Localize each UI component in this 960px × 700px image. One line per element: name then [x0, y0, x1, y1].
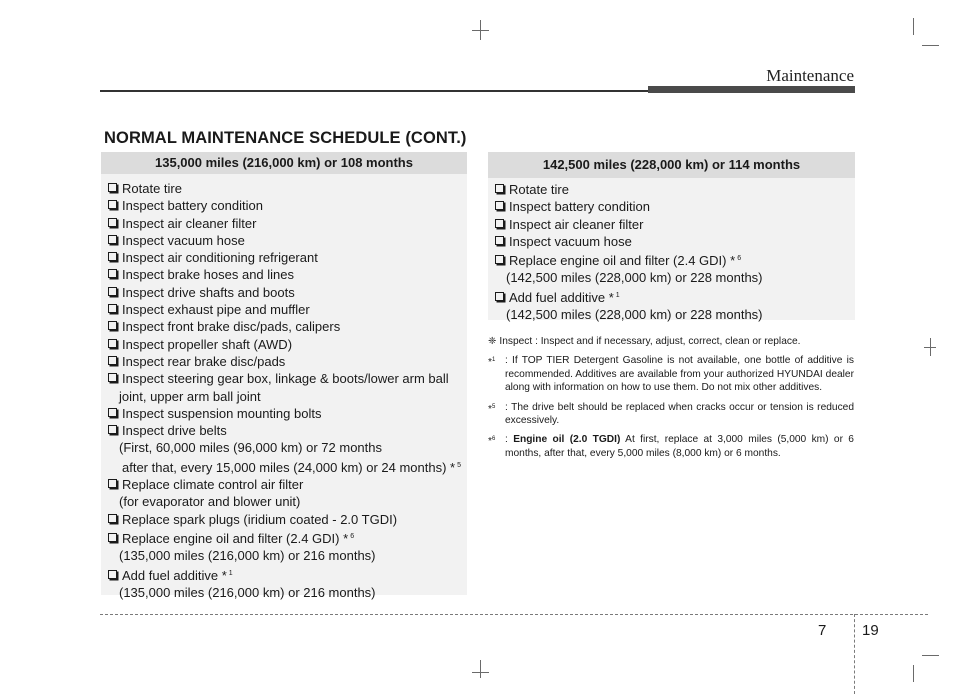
item-text: Inspect battery condition	[122, 198, 263, 214]
footer-dashed-rule	[100, 614, 928, 615]
checklist-item	[108, 232, 467, 249]
item-text: Replace engine oil and filter (2.4 GDI) *	[122, 530, 349, 546]
checklist-item	[108, 336, 467, 353]
inspect-symbol: ❈	[488, 336, 497, 347]
item-text: Replace engine oil and filter (2.4 GDI) *	[509, 253, 736, 269]
checkbox-icon	[108, 356, 117, 365]
note-5-text: : The drive belt should be replaced when cracks occur or tension is reduced excessively.	[505, 401, 854, 427]
checkbox-icon	[108, 514, 117, 523]
checklist-item	[108, 301, 467, 318]
item-text: Inspect rear brake disc/pads	[122, 353, 286, 369]
checklist-item	[108, 353, 467, 370]
checkbox-icon	[108, 235, 117, 244]
note-5-marker: *$^5$	[488, 403, 496, 415]
section-title: Maintenance	[766, 66, 854, 85]
checklist-item	[495, 181, 855, 198]
header-bar	[648, 86, 855, 93]
item-continuation: after that, every 15,000 miles (24,000 km) or 24 months) * $^5$	[122, 459, 462, 475]
item-text: Inspect suspension mounting bolts	[122, 405, 322, 421]
note-6-bold: Engine oil (2.0 TGDI)	[513, 434, 621, 446]
left-schedule-box	[101, 152, 467, 600]
checkbox-icon	[108, 408, 117, 417]
checkbox-icon	[495, 219, 504, 228]
checkbox-icon	[108, 252, 117, 261]
schedule-title: NORMAL MAINTENANCE SCHEDULE (CONT.)	[104, 129, 467, 147]
chapter-number: 7	[818, 622, 827, 639]
checkbox-icon	[495, 201, 504, 210]
page-number: 19	[862, 622, 879, 639]
checkbox-icon	[495, 184, 504, 193]
checkbox-icon	[108, 287, 117, 296]
note-1-marker: *$^1$	[488, 357, 496, 369]
header-rule	[100, 90, 648, 92]
item-text: Inspect propeller shaft (AWD)	[122, 336, 293, 352]
checklist-item	[495, 216, 855, 233]
note-6: *$^6$ : Engine oil (2.0 TGDI) At first, replace at 3,000 miles (5,000 km) or 6 months, after that, every 5,000 miles (8,000 km) or 6 months.	[488, 434, 854, 459]
checkbox-icon	[108, 570, 117, 579]
footnote-ref: 6	[350, 532, 355, 540]
footer-dashed-divider	[854, 614, 855, 694]
item-continuation: (First, 60,000 miles (96,000 km) or 72 months	[119, 440, 382, 456]
right-schedule-box	[488, 152, 855, 323]
item-text: Replace spark plugs (iridium coated - 2.0 TGDI)	[122, 511, 398, 527]
checklist-item	[495, 198, 855, 215]
item-continuation: (135,000 miles (216,000 km) or 216 months)	[119, 548, 376, 564]
checklist-item	[108, 266, 467, 283]
right-checklist	[488, 178, 855, 323]
checkbox-icon	[108, 339, 117, 348]
checkbox-icon	[108, 533, 117, 542]
footnote-ref: 1	[228, 569, 233, 577]
note-inspect	[488, 335, 854, 348]
item-continuation: joint, upper arm ball joint	[119, 388, 261, 404]
item-continuation: (142,500 miles (228,000 km) or 228 months)	[506, 270, 763, 286]
checklist-item	[108, 249, 467, 266]
checkbox-icon	[108, 200, 117, 209]
checkbox-icon	[108, 425, 117, 434]
checklist-item	[108, 511, 467, 528]
checklist-item	[108, 318, 467, 335]
checkbox-icon	[108, 269, 117, 278]
checklist-item	[108, 370, 467, 405]
checkbox-icon	[495, 255, 504, 264]
item-text: Inspect battery condition	[509, 199, 650, 215]
checkbox-icon	[108, 479, 117, 488]
checkbox-icon	[495, 236, 504, 245]
checkbox-icon	[495, 292, 504, 301]
checklist-item	[108, 405, 467, 422]
checkbox-icon	[108, 183, 117, 192]
item-text: Rotate tire	[509, 182, 569, 197]
note-1	[488, 354, 854, 394]
checklist-item	[108, 197, 467, 214]
checklist-item	[108, 215, 467, 232]
footnotes	[488, 335, 854, 466]
checklist-item	[495, 287, 855, 324]
checklist-item	[108, 565, 467, 602]
note-1-text: : If TOP TIER Detergent Gasoline is not available, one bottle of additive is recommended. Additives are available from your authorized HYUNDAI dealer along with information on how to use them. Do not mix other additives.	[505, 355, 854, 394]
item-text: Add fuel additive *	[122, 567, 227, 583]
item-text: Inspect air conditioning refrigerant	[122, 250, 318, 266]
left-checklist	[101, 174, 467, 601]
checklist-item	[108, 476, 467, 511]
item-text: Inspect front brake disc/pads, calipers	[122, 319, 341, 335]
checkbox-icon	[108, 373, 117, 382]
item-text: Inspect drive belts	[122, 423, 227, 439]
left-box-heading: 135,000 miles (216,000 km) or 108 months	[101, 152, 467, 174]
checkbox-icon	[108, 218, 117, 227]
item-text: Inspect vacuum hose	[122, 232, 245, 248]
item-text: Inspect air cleaner filter	[122, 215, 257, 231]
right-box-heading: 142,500 miles (228,000 km) or 114 months	[488, 152, 855, 178]
item-text: Inspect vacuum hose	[509, 233, 632, 249]
footnote-ref: 6	[737, 255, 742, 263]
item-text: Inspect brake hoses and lines	[122, 267, 294, 283]
item-text: Inspect exhaust pipe and muffler	[122, 302, 310, 318]
checkbox-icon	[108, 321, 117, 330]
checklist-item	[108, 284, 467, 301]
checklist-item	[108, 180, 467, 197]
footnote-ref: 5	[457, 461, 462, 469]
item-text: Inspect drive shafts and boots	[122, 284, 295, 300]
item-text: Add fuel additive *	[509, 289, 614, 305]
item-continuation: (for evaporator and blower unit)	[119, 494, 301, 510]
item-text: Inspect air cleaner filter	[509, 216, 644, 232]
note-inspect-text: Inspect : Inspect and if necessary, adjust, correct, clean or replace.	[499, 336, 801, 347]
footnote-ref: 1	[615, 291, 620, 299]
item-text: Replace climate control air filter	[122, 477, 304, 493]
item-text: Rotate tire	[122, 181, 182, 196]
item-continuation: (135,000 miles (216,000 km) or 216 months)	[119, 584, 376, 600]
checklist-item	[108, 528, 467, 565]
checklist-item	[495, 250, 855, 287]
note-6-marker: *$^6$	[488, 436, 496, 448]
item-continuation: (142,500 miles (228,000 km) or 228 months)	[506, 307, 763, 323]
checklist-item	[495, 233, 855, 250]
checkbox-icon	[108, 304, 117, 313]
note-5	[488, 401, 854, 428]
note-6-text: At first, replace at 3,000 miles (5,000 km) or 6 months, after that, every 5,000 miles (8,000 km) or 6 months.	[505, 434, 854, 459]
checklist-item	[108, 422, 467, 476]
item-text: Inspect steering gear box, linkage & boots/lower arm ball	[122, 371, 449, 387]
